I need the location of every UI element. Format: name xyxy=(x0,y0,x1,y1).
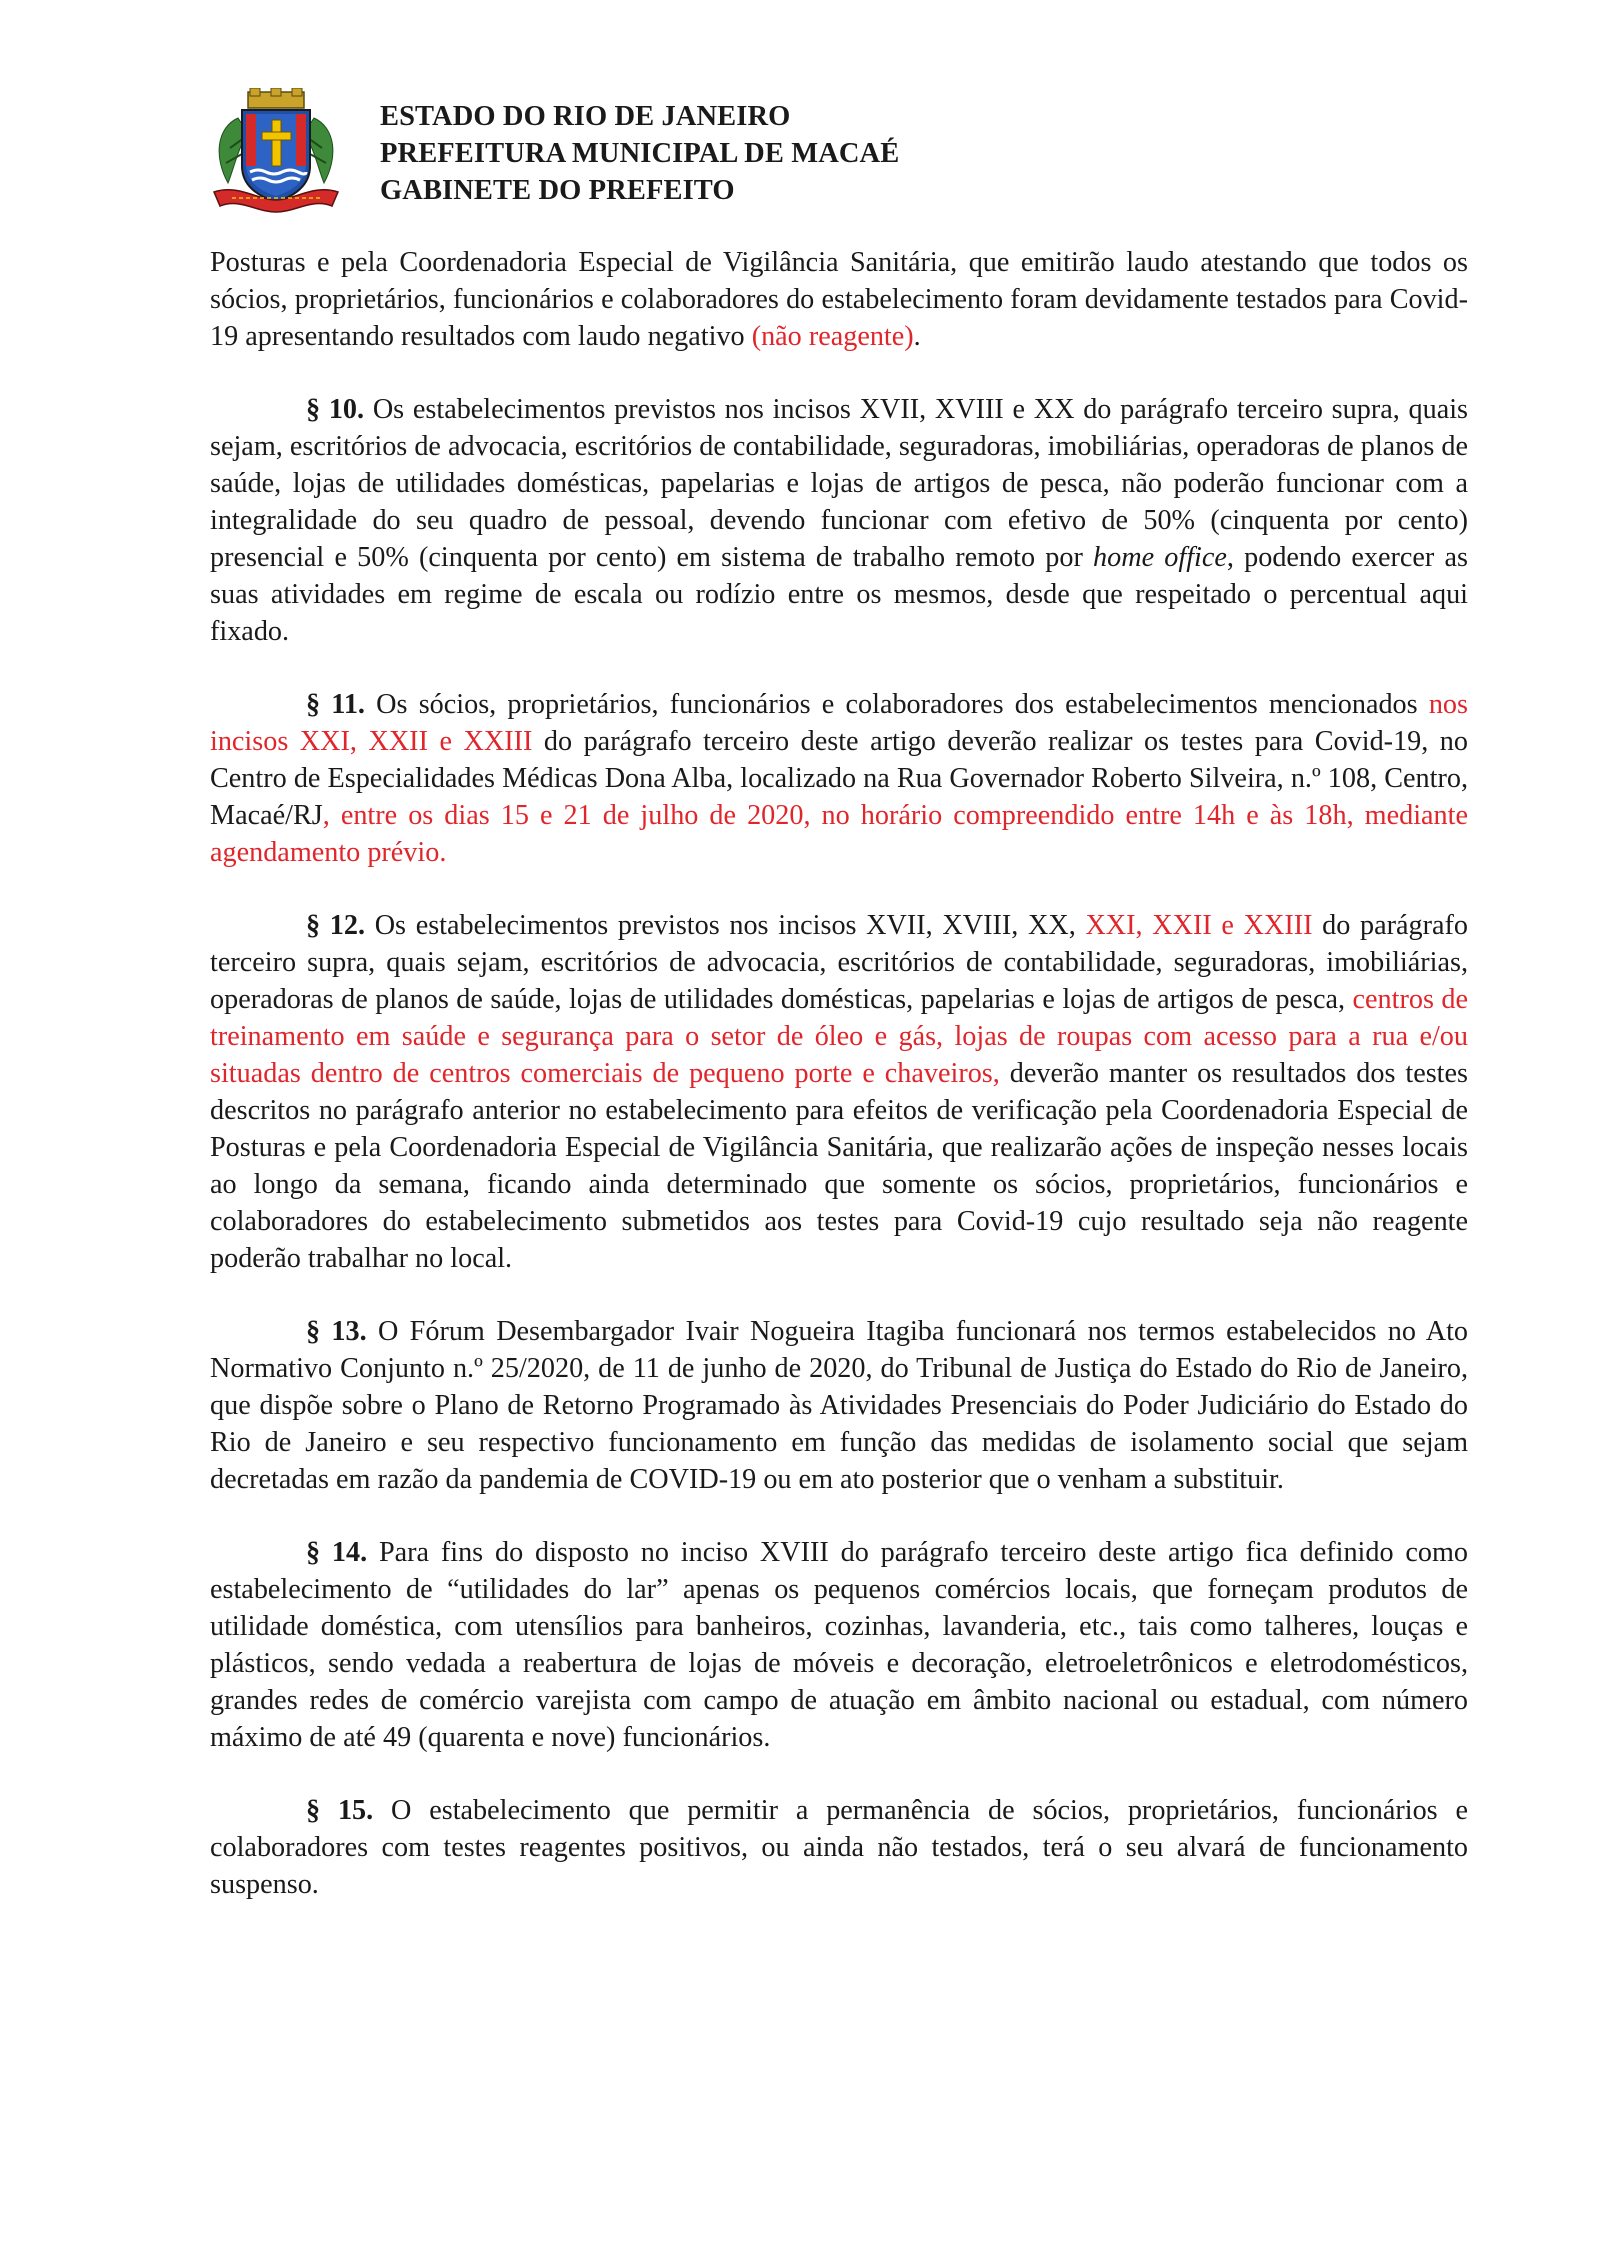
paragraph-11 xyxy=(210,686,1468,871)
paragraph-14 xyxy=(210,1534,1468,1756)
text: O Fórum Desembargador Ivair Nogueira Itagiba funcionará nos termos estabelecidos no Ato Normativo Conjunto n.º 25/2020, de 11 de junho de 2020, do Tribunal de Justiça do Estado do Rio de Janeiro, que dispõe sobre o Plano de Retorno Programado às Atividades Presenciais do Poder Judiciário do Estado do Rio de Janeiro e seu respectivo funcionamento em função das medidas de isolamento social que sejam decretadas em razão da pandemia de COVID-19 ou em ato posterior que o venham a substituir. xyxy=(210,1316,1469,1495)
text: Os estabelecimentos previstos nos incisos XVII, XVIII, XX, xyxy=(365,910,1086,941)
section-number: § 12. xyxy=(306,910,366,941)
text: do parágrafo terceiro deste artigo deverão realizar os testes para Covid-19, no Centro de Especialidades Médicas Dona Alba, localizado na Rua Governador Roberto Silveira, n.º 108, Centro, Macaé/RJ xyxy=(210,726,1468,831)
section-number: § 15. xyxy=(306,1795,374,1826)
header-state: ESTADO DO RIO DE JANEIRO xyxy=(380,101,791,132)
text: . xyxy=(913,321,921,352)
document-body xyxy=(210,244,1468,1939)
paragraph-continuation xyxy=(210,244,1468,355)
text: , podendo exercer as suas atividades em regime de escala ou rodízio entre os mesmos, desde que respeitado o percentual aqui fixado. xyxy=(210,542,1468,647)
text: do parágrafo terceiro supra, quais sejam, escritórios de advocacia, escritórios de contabilidade, seguradoras, imobiliárias, operadoras de planos de saúde, lojas de utilidades domésticas, papelarias e lojas de artigos de pesca, xyxy=(210,910,1469,1015)
highlighted-text: , entre os dias 15 e 21 de julho de 2020, no horário compreendido entre 14h e às 18h, mediante agendamento prévio. xyxy=(210,800,1468,868)
header-office: GABINETE DO PREFEITO xyxy=(380,175,735,206)
section-number: § 10. xyxy=(306,394,365,425)
section-number: § 14. xyxy=(306,1537,368,1568)
text: Para fins do disposto no inciso XVIII do parágrafo terceiro deste artigo fica definido como estabelecimento de “utilidades do lar” apenas os pequenos comércios locais, que forneçam produtos de utilidade doméstica, com utensílios para banheiros, cozinhas, lavanderia, etc., tais como talheres, louças e plásticos, sendo vedada a reabertura de lojas de móveis e decoração, eletroeletrônicos e eletrodomésticos, grandes redes de comércio varejista com campo de atuação em âmbito nacional ou estadual, com número máximo de até 49 (quarenta e nove) funcionários. xyxy=(210,1537,1469,1753)
header-municipality: PREFEITURA MUNICIPAL DE MACAÉ xyxy=(380,138,900,169)
text: O estabelecimento que permitir a permanência de sócios, proprietários, funcionários e colaboradores com testes reagentes positivos, ou ainda não testados, terá o seu alvará de funcionamento suspenso. xyxy=(210,1795,1469,1900)
text: Posturas e pela Coordenadoria Especial de Vigilância Sanitária, que emitirão laudo atestando que todos os sócios, proprietários, funcionários e colaboradores do estabelecimento foram devidamente testados para Covid-19 apresentando resultados com laudo negativo xyxy=(210,247,1468,352)
paragraph-12 xyxy=(210,907,1468,1277)
section-number: § 13. xyxy=(306,1316,367,1347)
italic-text: home office xyxy=(1093,542,1227,573)
coat-of-arms-icon xyxy=(208,88,344,216)
paragraph-13 xyxy=(210,1313,1468,1498)
paragraph-10 xyxy=(210,391,1468,650)
paragraph-15 xyxy=(210,1792,1468,1903)
highlighted-text: nos incisos XXI, XXII e XXIII xyxy=(210,689,1468,757)
highlighted-text: (não reagente) xyxy=(751,321,914,352)
section-number: § 11. xyxy=(306,689,365,720)
highlighted-text: centros de treinamento em saúde e segurança para o setor de óleo e gás, lojas de roupas com acesso para a rua e/ou situadas dentro de centros comerciais de pequeno porte e chaveiros, xyxy=(210,984,1468,1089)
letterhead xyxy=(208,88,1408,218)
text: deverão manter os resultados dos testes descritos no parágrafo anterior no estabelecimento para efeitos de verificação pela Coordenadoria Especial de Posturas e pela Coordenadoria Especial de Vigilância Sanitária, que realizarão ações de inspeção nesses locais ao longo da semana, ficando ainda determinado que somente os sócios, proprietários, funcionários e colaboradores do estabelecimento submetidos aos testes para Covid-19 cujo resultado seja não reagente poderão trabalhar no local. xyxy=(210,1058,1468,1274)
letterhead-text xyxy=(380,98,899,209)
highlighted-text: XXI, XXII e XXIII xyxy=(1085,910,1313,941)
text: Os estabelecimentos previstos nos incisos XVII, XVIII e XX do parágrafo terceiro supra, quais sejam, escritórios de advocacia, escritórios de contabilidade, seguradoras, imobiliárias, operadoras de planos de saúde, lojas de utilidades domésticas, papelarias e lojas de artigos de pesca, não poderão funcionar com a integralidade do seu quadro de pessoal, devendo funcionar com efetivo de 50% (cinquenta por cento) presencial e 50% (cinquenta por cento) em sistema de trabalho remoto por xyxy=(210,394,1468,573)
text: Os sócios, proprietários, funcionários e colaboradores dos estabelecimentos mencionados xyxy=(364,689,1429,720)
